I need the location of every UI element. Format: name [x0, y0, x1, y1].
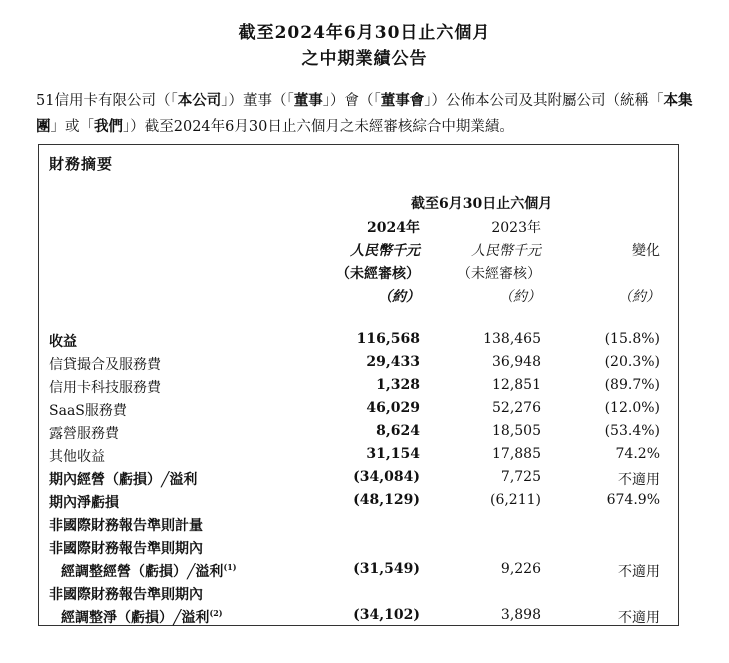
row-label: [49, 538, 203, 558]
row-label: [49, 423, 119, 443]
table-row: [39, 377, 678, 399]
table-row: [39, 515, 678, 537]
row-label: [49, 446, 105, 466]
financial-summary-box: [38, 144, 679, 626]
row-label-text: 信貸撮合及服務費: [49, 357, 161, 373]
value-2023: 17,885: [492, 446, 541, 462]
col-2023-unit: 人民幣千元: [471, 243, 541, 259]
intro-paragraph: [36, 88, 696, 140]
intro-text: 」）董事（「: [221, 93, 294, 109]
value-change: (15.8%): [604, 331, 660, 347]
intro-text: 」）截至2024年6月30日止六個月之未經審核綜合中期業績。: [123, 119, 514, 135]
table-row: [39, 561, 678, 583]
col-2023-approx: （約）: [499, 289, 541, 305]
col-2024-audit: （未經審核）: [336, 266, 420, 282]
intro-defined-term: 董事會: [380, 92, 425, 109]
value-2024: (34,102): [353, 607, 420, 623]
intro-defined-term: 本公司: [177, 92, 222, 109]
value-2023: 12,851: [492, 377, 541, 393]
intro-defined-term: 董事: [293, 92, 323, 109]
announcement-title-line1: 截至2024年6月30日止六個月: [238, 23, 491, 43]
col-2024-approx: （約）: [378, 289, 420, 305]
col-2023-audit: （未經審核）: [457, 266, 541, 282]
row-label-text: 期內經營（虧損）╱溢利: [49, 472, 198, 488]
row-label: [49, 469, 197, 489]
table-row: [39, 446, 678, 468]
row-label-text: 期內淨虧損: [49, 495, 119, 511]
row-label: [49, 377, 161, 397]
footnote-marker: (2): [209, 608, 223, 618]
period-header: 截至6月30日止六個月: [411, 196, 553, 212]
value-2024: 31,154: [366, 446, 420, 462]
table-row: [39, 331, 678, 353]
row-label-text: 非國際財務報告準則期內: [49, 587, 203, 603]
row-label-text: 露營服務費: [49, 426, 119, 442]
value-change: (89.7%): [604, 377, 660, 393]
announcement-title-line2: 之中期業績公告: [301, 49, 428, 69]
footnote-marker: (1): [223, 562, 237, 572]
financial-summary-title: 財務摘要: [49, 155, 114, 173]
value-2024: 46,029: [366, 400, 420, 416]
value-change: 674.9%: [606, 492, 660, 508]
row-label-text: 信用卡科技服務費: [49, 380, 161, 396]
row-label: [49, 515, 203, 535]
row-label-text: 非國際財務報告準則計量: [49, 518, 203, 534]
value-2024: (34,084): [353, 469, 420, 485]
col-change-label: 變化: [632, 243, 660, 259]
intro-text: 」或「: [50, 119, 94, 135]
row-label: [49, 331, 77, 351]
intro-text: 51信用卡有限公司（「: [36, 93, 178, 109]
value-2023: 18,505: [492, 423, 541, 439]
value-2023: 138,465: [483, 331, 541, 347]
row-label: [49, 492, 119, 512]
table-row: [39, 584, 678, 606]
value-2023: 36,948: [492, 354, 541, 370]
intro-defined-term: 我們: [94, 118, 123, 135]
col-change-approx: （約）: [618, 289, 660, 305]
value-change: 不適用: [618, 472, 660, 488]
table-row: [39, 354, 678, 376]
value-2024: 8,624: [376, 423, 420, 439]
intro-defined-term: 本集團: [36, 92, 693, 135]
value-change: (53.4%): [604, 423, 660, 439]
value-2023: (6,211): [489, 492, 541, 508]
row-label-text: 經調整淨（虧損）╱溢利: [61, 610, 210, 626]
value-2024: 1,328: [376, 377, 420, 393]
row-label: [61, 607, 223, 627]
intro-text: 」）公佈本公司及其附屬公司（統稱「: [424, 93, 664, 109]
row-label: [49, 354, 161, 374]
value-change: 74.2%: [615, 446, 660, 462]
value-2024: 116,568: [356, 331, 420, 347]
row-label-text: 經調整經營（虧損）╱溢利: [61, 564, 224, 580]
col-2024-year: 2024年: [367, 220, 420, 236]
table-row: [39, 607, 678, 629]
row-label-text: 非國際財務報告準則期內: [49, 541, 203, 557]
intro-text: 」）會（「: [322, 93, 381, 109]
value-change: (20.3%): [604, 354, 660, 370]
value-change: 不適用: [618, 564, 660, 580]
row-label-text: 收益: [49, 334, 77, 350]
col-2024-unit: 人民幣千元: [350, 243, 420, 259]
value-change: (12.0%): [604, 400, 660, 416]
value-2023: 52,276: [492, 400, 541, 416]
value-change: 不適用: [618, 610, 660, 626]
table-row: [39, 492, 678, 514]
value-2024: 29,433: [366, 354, 420, 370]
row-label: [49, 400, 127, 420]
row-label: [49, 584, 203, 604]
value-2024: (48,129): [353, 492, 420, 508]
value-2024: (31,549): [353, 561, 420, 577]
table-row: [39, 469, 678, 491]
value-2023: 9,226: [500, 561, 541, 577]
table-row: [39, 400, 678, 422]
table-row: [39, 423, 678, 445]
value-2023: 3,898: [500, 607, 541, 623]
table-row: [39, 538, 678, 560]
col-2023-year: 2023年: [491, 220, 541, 236]
row-label-text: 其他收益: [49, 449, 105, 465]
row-label: [61, 561, 237, 581]
row-label-text: SaaS服務費: [49, 403, 127, 419]
value-2023: 7,725: [500, 469, 541, 485]
